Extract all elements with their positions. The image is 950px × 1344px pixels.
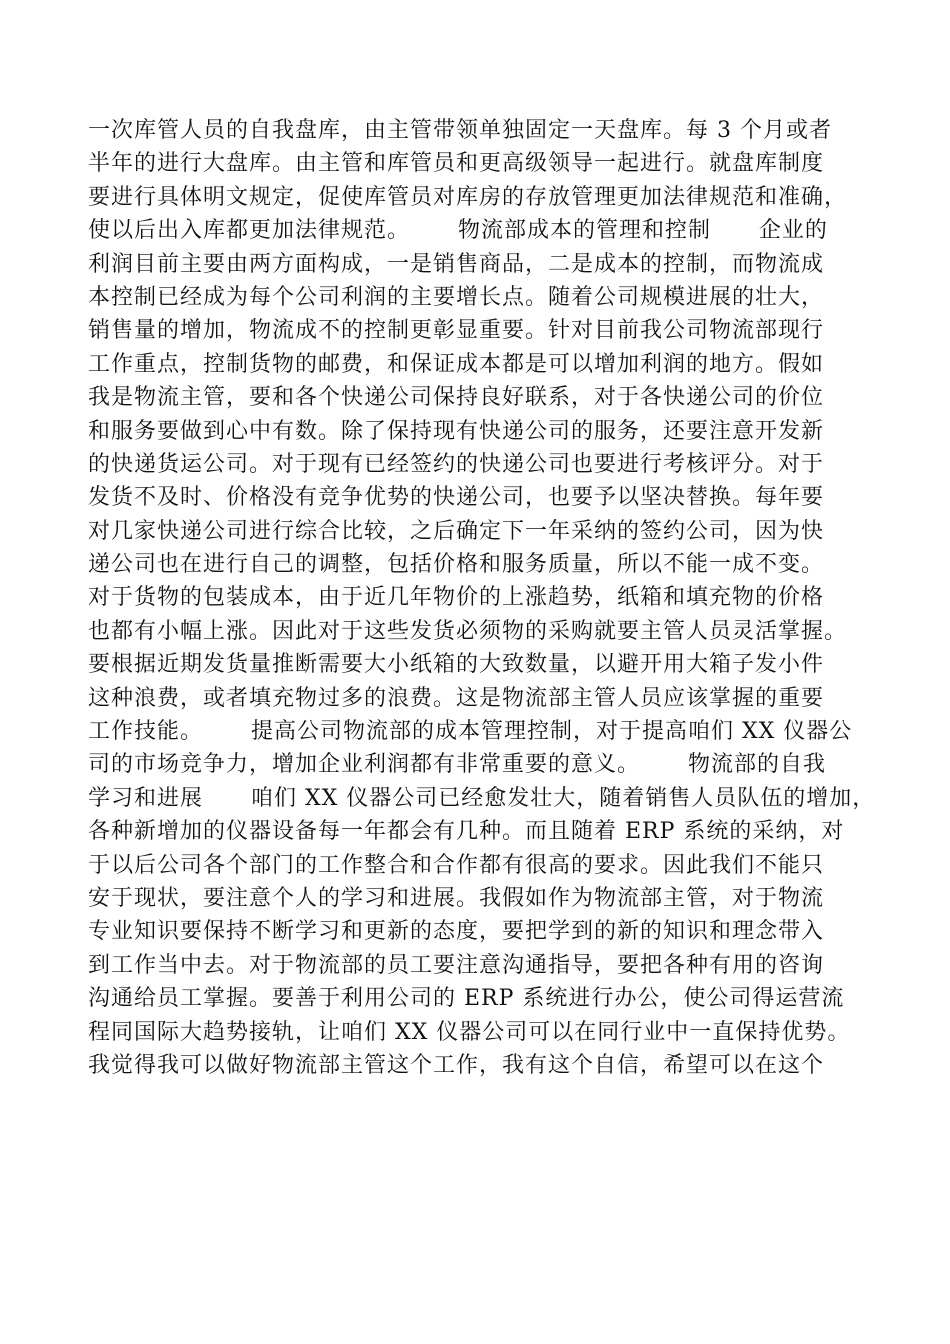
text-line: 销售量的增加，物流成不的控制更彰显重要。针对目前我公司物流部现行: [88, 318, 825, 344]
text-line: 学习和进展 咱们 XX 仪器公司已经愈发壮大，随着销售人员队伍的增加，: [88, 785, 876, 811]
text-line: 递公司也在进行自己的调整，包括价格和服务质量，所以不能一成不变。: [88, 552, 825, 578]
text-line: 发货不及时、价格没有竞争优势的快递公司，也要予以坚决替换。每年要: [88, 485, 825, 511]
text-line: 沟通给员工掌握。要善于利用公司的 ERP 系统进行办公，使公司得运营流: [88, 986, 845, 1012]
text-line: 于以后公司各个部门的工作整合和合作都有很高的要求。因此我们不能只: [88, 852, 825, 878]
text-line: 本控制已经成为每个公司利润的主要增长点。随着公司规模进展的壮大，: [88, 284, 825, 310]
text-line: 要进行具体明文规定，促使库管员对库房的存放管理更加法律规范和准确，: [88, 184, 848, 210]
text-line: 程同国际大趋势接轨，让咱们 XX 仪器公司可以在同行业中一直保持优势。: [88, 1019, 851, 1045]
text-line: 我觉得我可以做好物流部主管这个工作，我有这个自信，希望可以在这个: [88, 1052, 825, 1078]
body-text: [88, 114, 888, 1082]
text-line: 对几家快递公司进行综合比较，之后确定下一年采纳的签约公司，因为快: [88, 518, 825, 544]
text-line: 的快递货运公司。对于现有已经签约的快递公司也要进行考核评分。对于: [88, 451, 825, 477]
text-line: 一次库管人员的自我盘库，由主管带领单独固定一天盘库。每 3 个月或者: [88, 118, 832, 143]
text-line: 到工作当中去。对于物流部的员工要注意沟通指导，要把各种有用的咨询: [88, 952, 825, 978]
text-line: 使以后出入库都更加法律规范。 物流部成本的管理和控制 企业的: [88, 218, 828, 244]
text-line: 对于货物的包装成本，由于近几年物价的上涨趋势，纸箱和填充物的价格: [88, 585, 825, 611]
text-line: 工作重点，控制货物的邮费，和保证成本都是可以增加利润的地方。假如: [88, 351, 825, 377]
text-line: 和服务要做到心中有数。除了保持现有快递公司的服务，还要注意开发新: [88, 418, 825, 444]
text-line: 安于现状，要注意个人的学习和进展。我假如作为物流部主管，对于物流: [88, 885, 825, 911]
text-line: 专业知识要保持不断学习和更新的态度，要把学到的新的知识和理念带入: [88, 919, 825, 945]
text-line: 各种新增加的仪器设备每一年都会有几种。而且随着 ERP 系统的采纳，对: [88, 819, 845, 845]
text-line: 我是物流主管，要和各个快递公司保持良好联系，对于各快递公司的价位: [88, 385, 825, 411]
text-line: 这种浪费，或者填充物过多的浪费。这是物流部主管人员应该掌握的重要: [88, 685, 825, 711]
text-line: 利润目前主要由两方面构成，一是销售商品，二是成本的控制，而物流成: [88, 251, 825, 277]
text-line: 半年的进行大盘库。由主管和库管员和更高级领导一起进行。就盘库制度: [88, 151, 825, 177]
text-line: 工作技能。 提高公司物流部的成本管理控制，对于提高咱们 XX 仪器公: [88, 719, 853, 745]
text-line: 司的市场竞争力，增加企业利润都有非常重要的意义。 物流部的自我: [88, 752, 826, 778]
text-line: 要根据近期发货量推断需要大小纸箱的大致数量，以避开用大箱子发小件: [88, 652, 825, 678]
text-line: 也都有小幅上涨。因此对于这些发货必须物的采购就要主管人员灵活掌握。: [88, 618, 848, 644]
